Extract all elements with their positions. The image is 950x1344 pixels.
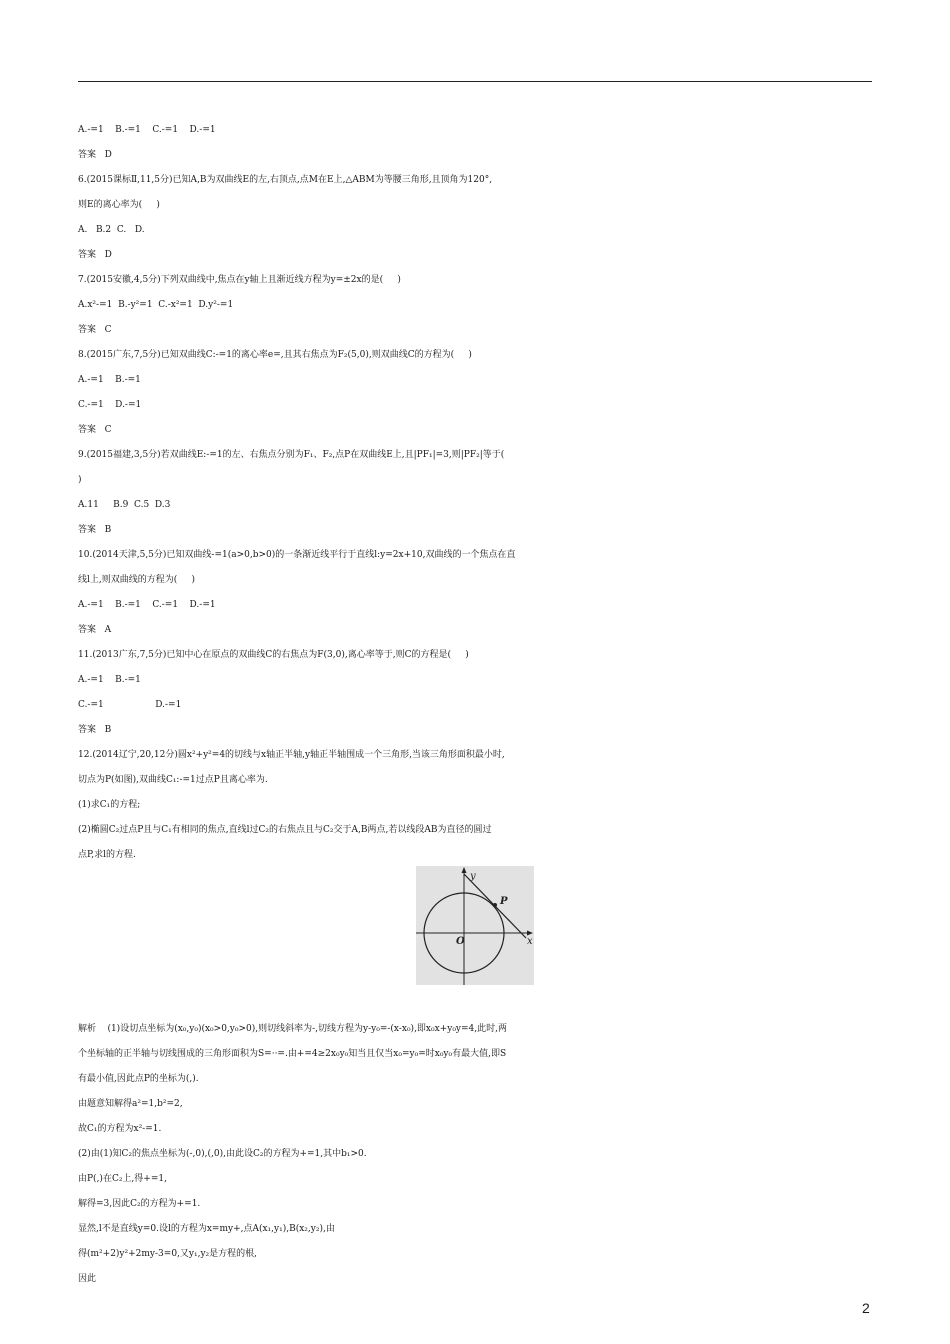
solution-line: 因此: [78, 1274, 97, 1284]
problem-6-line: 则E的离心率为( ): [78, 200, 160, 210]
y-axis-arrow: [462, 867, 467, 873]
solution-line: 得(m²+2)y²+2my-3=0,又y₁,y₂是方程的根,: [78, 1249, 258, 1259]
problem-12-part-1: (1)求C₁的方程;: [78, 800, 141, 810]
options-line: A.-=1 B.-=1: [78, 375, 141, 385]
answer-line: 答案 D: [78, 250, 112, 260]
answer-line: 答案 C: [78, 425, 112, 435]
problem-10-line: 线l上,则双曲线的方程为( ): [78, 575, 196, 585]
problem-6-line: 6.(2015课标Ⅱ,11,5分)已知A,B为双曲线E的左,右顶点,点M在E上,△ABM为等腰三角形,且顶角为120°,: [78, 175, 493, 185]
solution-line: 有最小值,因此点P的坐标为(,).: [78, 1074, 199, 1084]
label-origin: O: [456, 936, 465, 947]
answer-line: 答案 A: [78, 625, 112, 635]
solution-line: 解析 (1)设切点坐标为(x₀,y₀)(x₀>0,y₀>0),则切线斜率为-,切线方程为y-y₀=-(x-x₀),即x₀x+y₀y=4,此时,两: [78, 1024, 507, 1034]
options-line: A.-=1 B.-=1: [78, 675, 141, 685]
label-y: y: [470, 871, 476, 882]
solution-line: 个坐标轴的正半轴与切线围成的三角形面积为S=··=.由+=4≥2x₀y₀知当且仅当x₀=y₀=时x₀y₀有最大值,即S: [78, 1049, 507, 1059]
solution-line: 故C₁的方程为x²-=1.: [78, 1124, 162, 1134]
problem-10-line: 10.(2014天津,5,5分)已知双曲线-=1(a>0,b>0)的一条渐近线平行于直线l:y=2x+10,双曲线的一个焦点在直: [78, 550, 516, 560]
solution-line: (2)由(1)知C₂的焦点坐标为(-,0),(,0),由此设C₂的方程为+=1,其中b₁>0.: [78, 1149, 367, 1159]
options-line: C.-=1 D.-=1: [78, 400, 142, 410]
solution-line: 解得=3,因此C₂的方程为+=1.: [78, 1199, 201, 1209]
answer-line: 答案 B: [78, 725, 112, 735]
answer-line: 答案 D: [78, 150, 112, 160]
page-number: 2: [862, 1300, 870, 1316]
solution-line: 显然,l不是直线y=0.设l的方程为x=my+,点A(x₁,y₁),B(x₂,y₂),由: [78, 1224, 335, 1234]
solution-line: 由题意知解得a²=1,b²=2,: [78, 1099, 183, 1109]
problem-12-line: 切点为P(如图),双曲线C₁:-=1过点P且离心率为.: [78, 775, 268, 785]
answer-line: 答案 B: [78, 525, 112, 535]
options-line: A. B.2 C. D.: [78, 225, 145, 235]
problem-8-line: 8.(2015广东,7,5分)已知双曲线C:-=1的离心率e=,且其右焦点为F₂(5,0),则双曲线C的方程为( ): [78, 350, 472, 360]
problem-12-part-2: (2)椭圆C₂过点P且与C₁有相同的焦点,直线l过C₂的右焦点且与C₂交于A,B两点,若以线段AB为直径的圆过: [78, 825, 492, 835]
options-line: A.-=1 B.-=1 C.-=1 D.-=1: [78, 125, 216, 135]
answer-line: 答案 C: [78, 325, 112, 335]
label-x: x: [527, 936, 533, 947]
problem-7-line: 7.(2015安徽,4,5分)下列双曲线中,焦点在y轴上且渐近线方程为y=±2x的是( ): [78, 275, 401, 285]
figure-svg: [416, 866, 534, 985]
problem-9-line: ): [78, 475, 82, 485]
options-line: A.11 B.9 C.5 D.3: [78, 500, 171, 510]
options-line: C.-=1 D.-=1: [78, 700, 182, 710]
solution-body: [78, 1017, 878, 1292]
tangent-point: [493, 903, 497, 907]
problem-12-line: 12.(2014辽宁,20,12分)圆x²+y²=4的切线与x轴正半轴,y轴正半轴围成一个三角形,当该三角形面积最小时,: [78, 750, 505, 760]
problem-9-line: 9.(2015福建,3,5分)若双曲线E:-=1的左、右焦点分别为F₁、F₂,点P在双曲线E上,且|PF₁|=3,则|PF₂|等于(: [78, 450, 505, 460]
header-rule: [78, 81, 872, 82]
solution-line: 由P(,)在C₂上,得+=1,: [78, 1174, 167, 1184]
page-body: [78, 118, 878, 868]
x-axis-arrow: [527, 931, 533, 936]
problem-11-line: 11.(2013广东,7,5分)已知中心在原点的双曲线C的右焦点为F(3,0),离心率等于,则C的方程是( ): [78, 650, 469, 660]
label-p: P: [500, 896, 508, 907]
problem-12-part-2: 点P,求l的方程.: [78, 850, 136, 860]
options-line: A.x²-=1 B.-y²=1 C.-x²=1 D.y²-=1: [78, 300, 234, 310]
options-line: A.-=1 B.-=1 C.-=1 D.-=1: [78, 600, 216, 610]
circle-tangent-figure: [416, 866, 534, 985]
